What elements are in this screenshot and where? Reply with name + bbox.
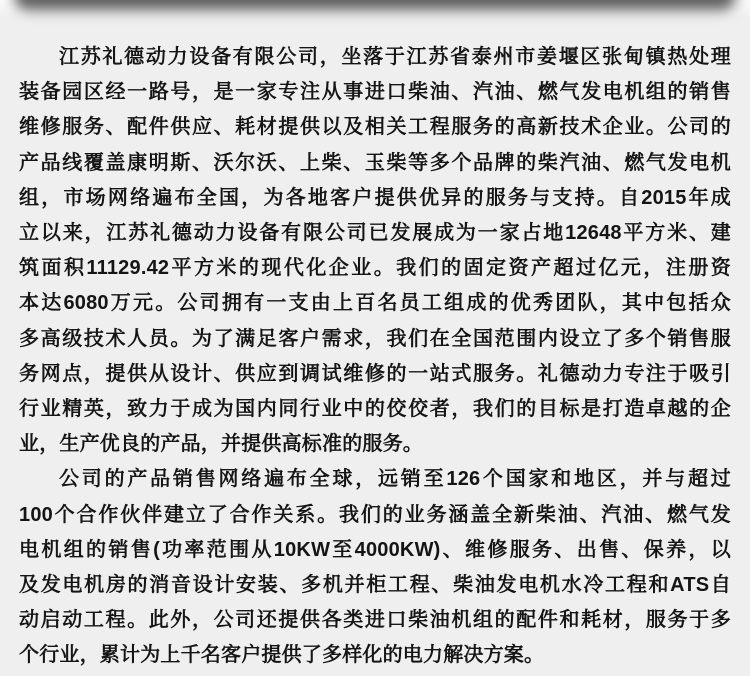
paragraph-line: 个行业，累计为上千名客户提供了多样化的电力解决方案。 bbox=[19, 644, 545, 667]
intro-paragraph-2 bbox=[19, 462, 731, 673]
paragraph-line: 及发电机房的消音设计安装、多机并柜工程、柴油发电机水冷工程和ATS自 bbox=[19, 574, 731, 597]
paragraph-line: 公司的产品销售网络遍布全球，远销至126个国家和地区，并与超过 bbox=[59, 468, 731, 491]
paragraph-line: 业，生产优良的产品，并提供高标准的服务。 bbox=[19, 433, 423, 456]
paragraph-line: 装备园区经一路号，是一家专注从事进口柴油、汽油、燃气发电机组的销售 bbox=[19, 81, 731, 104]
paragraph-line: 100个合作伙伴建立了合作关系。我们的业务涵盖全新柴油、汽油、燃气发 bbox=[19, 503, 731, 526]
paragraph-line: 本达6080万元。公司拥有一支由上百名员工组成的优秀团队，其中包括众 bbox=[19, 292, 731, 315]
paragraph-line: 维修服务、配件供应、耗材提供以及相关工程服务的高新技术企业。公司的 bbox=[19, 116, 731, 139]
paragraph-line: 动启动工程。此外，公司还提供各类进口柴油机组的配件和耗材，服务于多 bbox=[19, 609, 731, 632]
paragraph-line: 电机组的销售(功率范围从10KW至4000KW)、维修服务、出售、保养，以 bbox=[19, 538, 731, 561]
paragraph-line: 江苏礼德动力设备有限公司，坐落于江苏省泰州市姜堰区张甸镇热处理 bbox=[59, 46, 731, 68]
intro-paragraph-1 bbox=[19, 40, 731, 462]
paragraph-line: 筑面积11129.42平方米的现代化企业。我们的固定资产超过亿元，注册资 bbox=[19, 257, 731, 280]
top-edge-shadow bbox=[0, 0, 750, 26]
paragraph-line: 立以来，江苏礼德动力设备有限公司已发展成为一家占地12648平方米、建 bbox=[19, 222, 731, 245]
company-introduction-text bbox=[0, 40, 750, 674]
paragraph-line: 行业精英，致力于成为国内同行业中的佼佼者，我们的目标是打造卓越的企 bbox=[19, 398, 731, 421]
paragraph-line: 产品线覆盖康明斯、沃尔沃、上柴、玉柴等多个品牌的柴汽油、燃气发电机 bbox=[19, 151, 731, 174]
paragraph-line: 组，市场网络遍布全国，为各地客户提供优异的服务与支持。自2015年成 bbox=[19, 186, 731, 209]
paragraph-line: 务网点，提供从设计、供应到调试维修的一站式服务。礼德动力专注于吸引 bbox=[19, 362, 731, 385]
paragraph-line: 多高级技术人员。为了满足客户需求，我们在全国范围内设立了多个销售服 bbox=[19, 327, 731, 350]
